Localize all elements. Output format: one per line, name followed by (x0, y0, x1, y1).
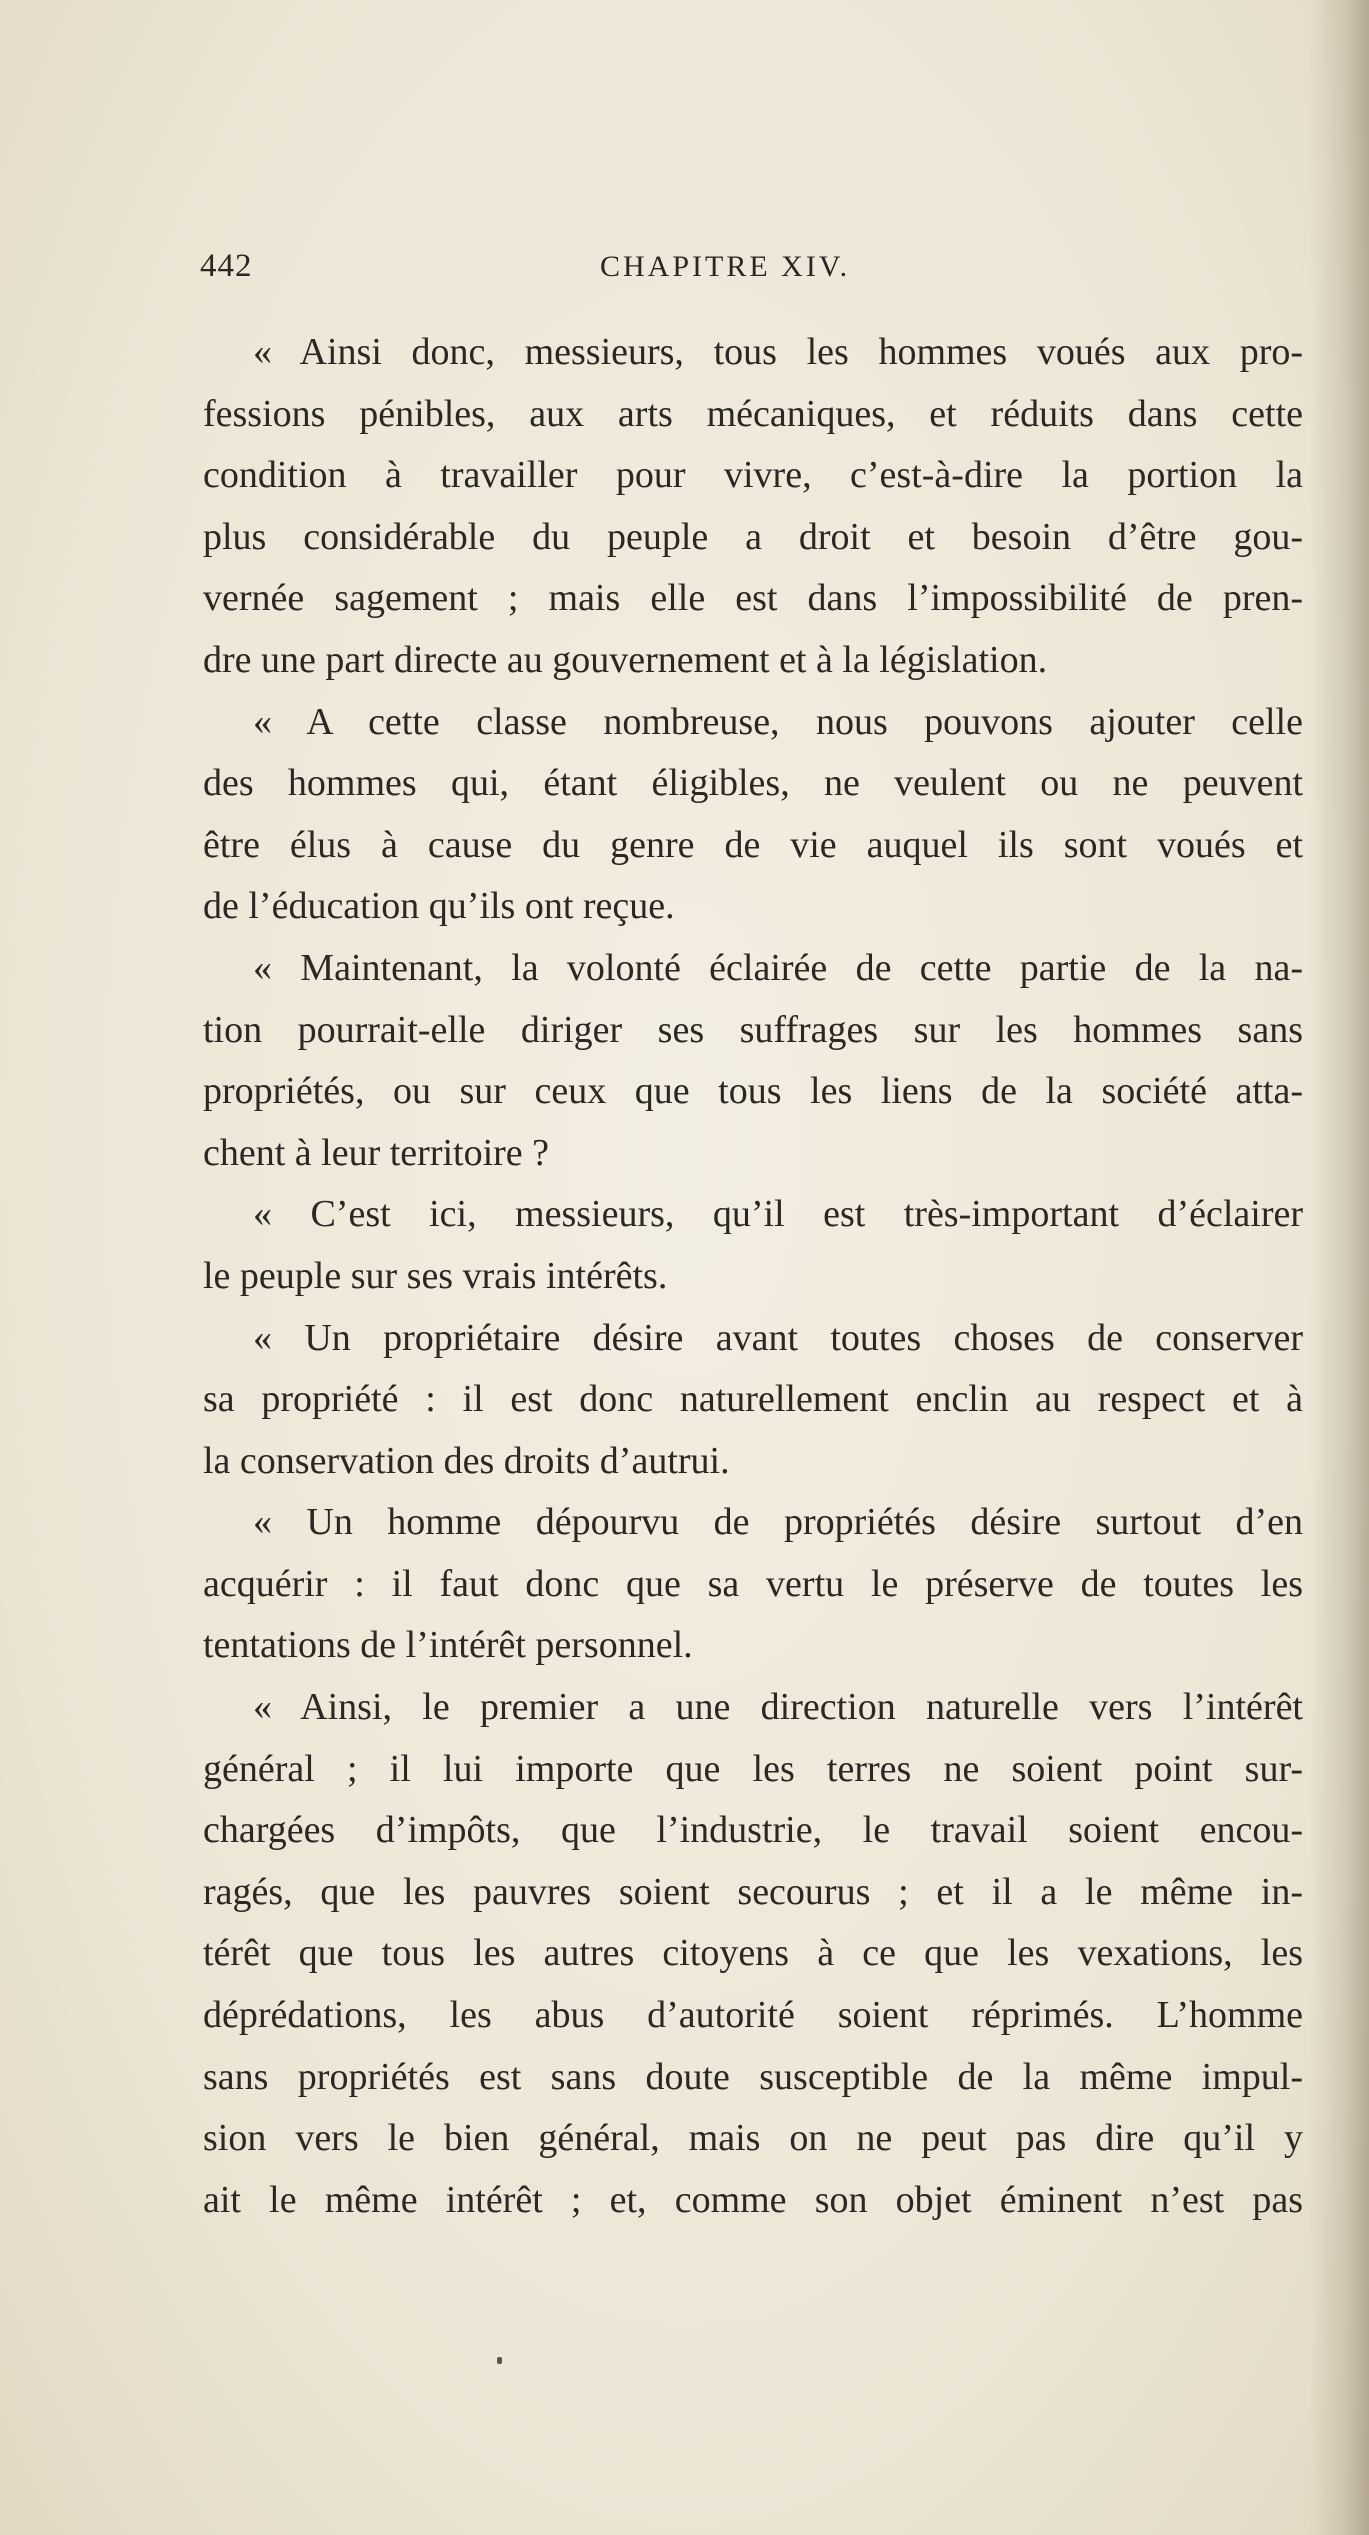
text-line: dre une part directe au gouvernement et à la législation. (203, 638, 1048, 681)
text-line: « Ainsi donc, messieurs, tous les hommes voués aux pro- (253, 331, 1303, 373)
text-line: térêt que tous les autres citoyens à ce que les vexations, les (203, 1932, 1303, 1975)
text-line: « Maintenant, la volonté éclairée de cette partie de la na- (253, 946, 1303, 989)
text-line: des hommes qui, étant éligibles, ne veulent ou ne peuvent (203, 762, 1303, 805)
text-line: sa propriété : il est donc naturellement enclin au respect et à (203, 1378, 1303, 1421)
text-line: tentations de l’intérêt personnel. (203, 1624, 693, 1667)
text-line: chent à leur territoire ? (203, 1131, 550, 1174)
text-line: sans propriétés est sans doute susceptible de la même impul- (203, 2055, 1303, 2098)
text-line: condition à travailler pour vivre, c’est-à-dire la portion la (203, 454, 1303, 497)
text-line: tion pourrait-elle diriger ses suffrages sur les hommes sans (203, 1008, 1303, 1051)
ink-speck (497, 2357, 502, 2364)
text-line: sion vers le bien général, mais on ne peut pas dire qu’il y (203, 2117, 1303, 2160)
body-text (203, 322, 1303, 2231)
text-line: « A cette classe nombreuse, nous pouvons ajouter celle (253, 700, 1303, 743)
text-line: fessions pénibles, aux arts mécaniques, et réduits dans cette (203, 392, 1303, 435)
text-line: « Ainsi, le premier a une direction naturelle vers l’intérêt (253, 1686, 1303, 1729)
text-line: la conservation des droits d’autrui. (203, 1439, 730, 1482)
text-line: « Un homme dépourvu de propriétés désire surtout d’en (253, 1501, 1303, 1544)
running-head: CHAPITRE XIV. (600, 250, 851, 283)
text-line: acquérir : il faut donc que sa vertu le préserve de toutes les (203, 1562, 1303, 1605)
text-line: être élus à cause du genre de vie auquel ils sont voués et (203, 823, 1303, 866)
text-line: « Un propriétaire désire avant toutes choses de conserver (253, 1316, 1303, 1359)
text-line: de l’éducation qu’ils ont reçue. (203, 885, 675, 928)
text-line: ait le même intérêt ; et, comme son objet éminent n’est pas (203, 2178, 1303, 2221)
text-line: déprédations, les abus d’autorité soient réprimés. L’homme (203, 1994, 1303, 2037)
text-line: ragés, que les pauvres soient secourus ; et il a le même in- (203, 1870, 1303, 1913)
text-line: propriétés, ou sur ceux que tous les liens de la société atta- (203, 1070, 1303, 1113)
text-line: général ; il lui importe que les terres ne soient point sur- (203, 1747, 1303, 1790)
text-line: le peuple sur ses vrais intérêts. (203, 1254, 668, 1297)
text-line: « C’est ici, messieurs, qu’il est très-important d’éclairer (253, 1193, 1303, 1236)
page-number: 442 (200, 248, 253, 284)
text-line: vernée sagement ; mais elle est dans l’impossibilité de pren- (203, 577, 1303, 620)
text-line: chargées d’impôts, que l’industrie, le travail soient encou- (203, 1809, 1303, 1852)
page-header (200, 248, 1295, 288)
page-edge-shadow (1309, 0, 1369, 2535)
text-line: plus considérable du peuple a droit et besoin d’être gou- (203, 515, 1303, 558)
